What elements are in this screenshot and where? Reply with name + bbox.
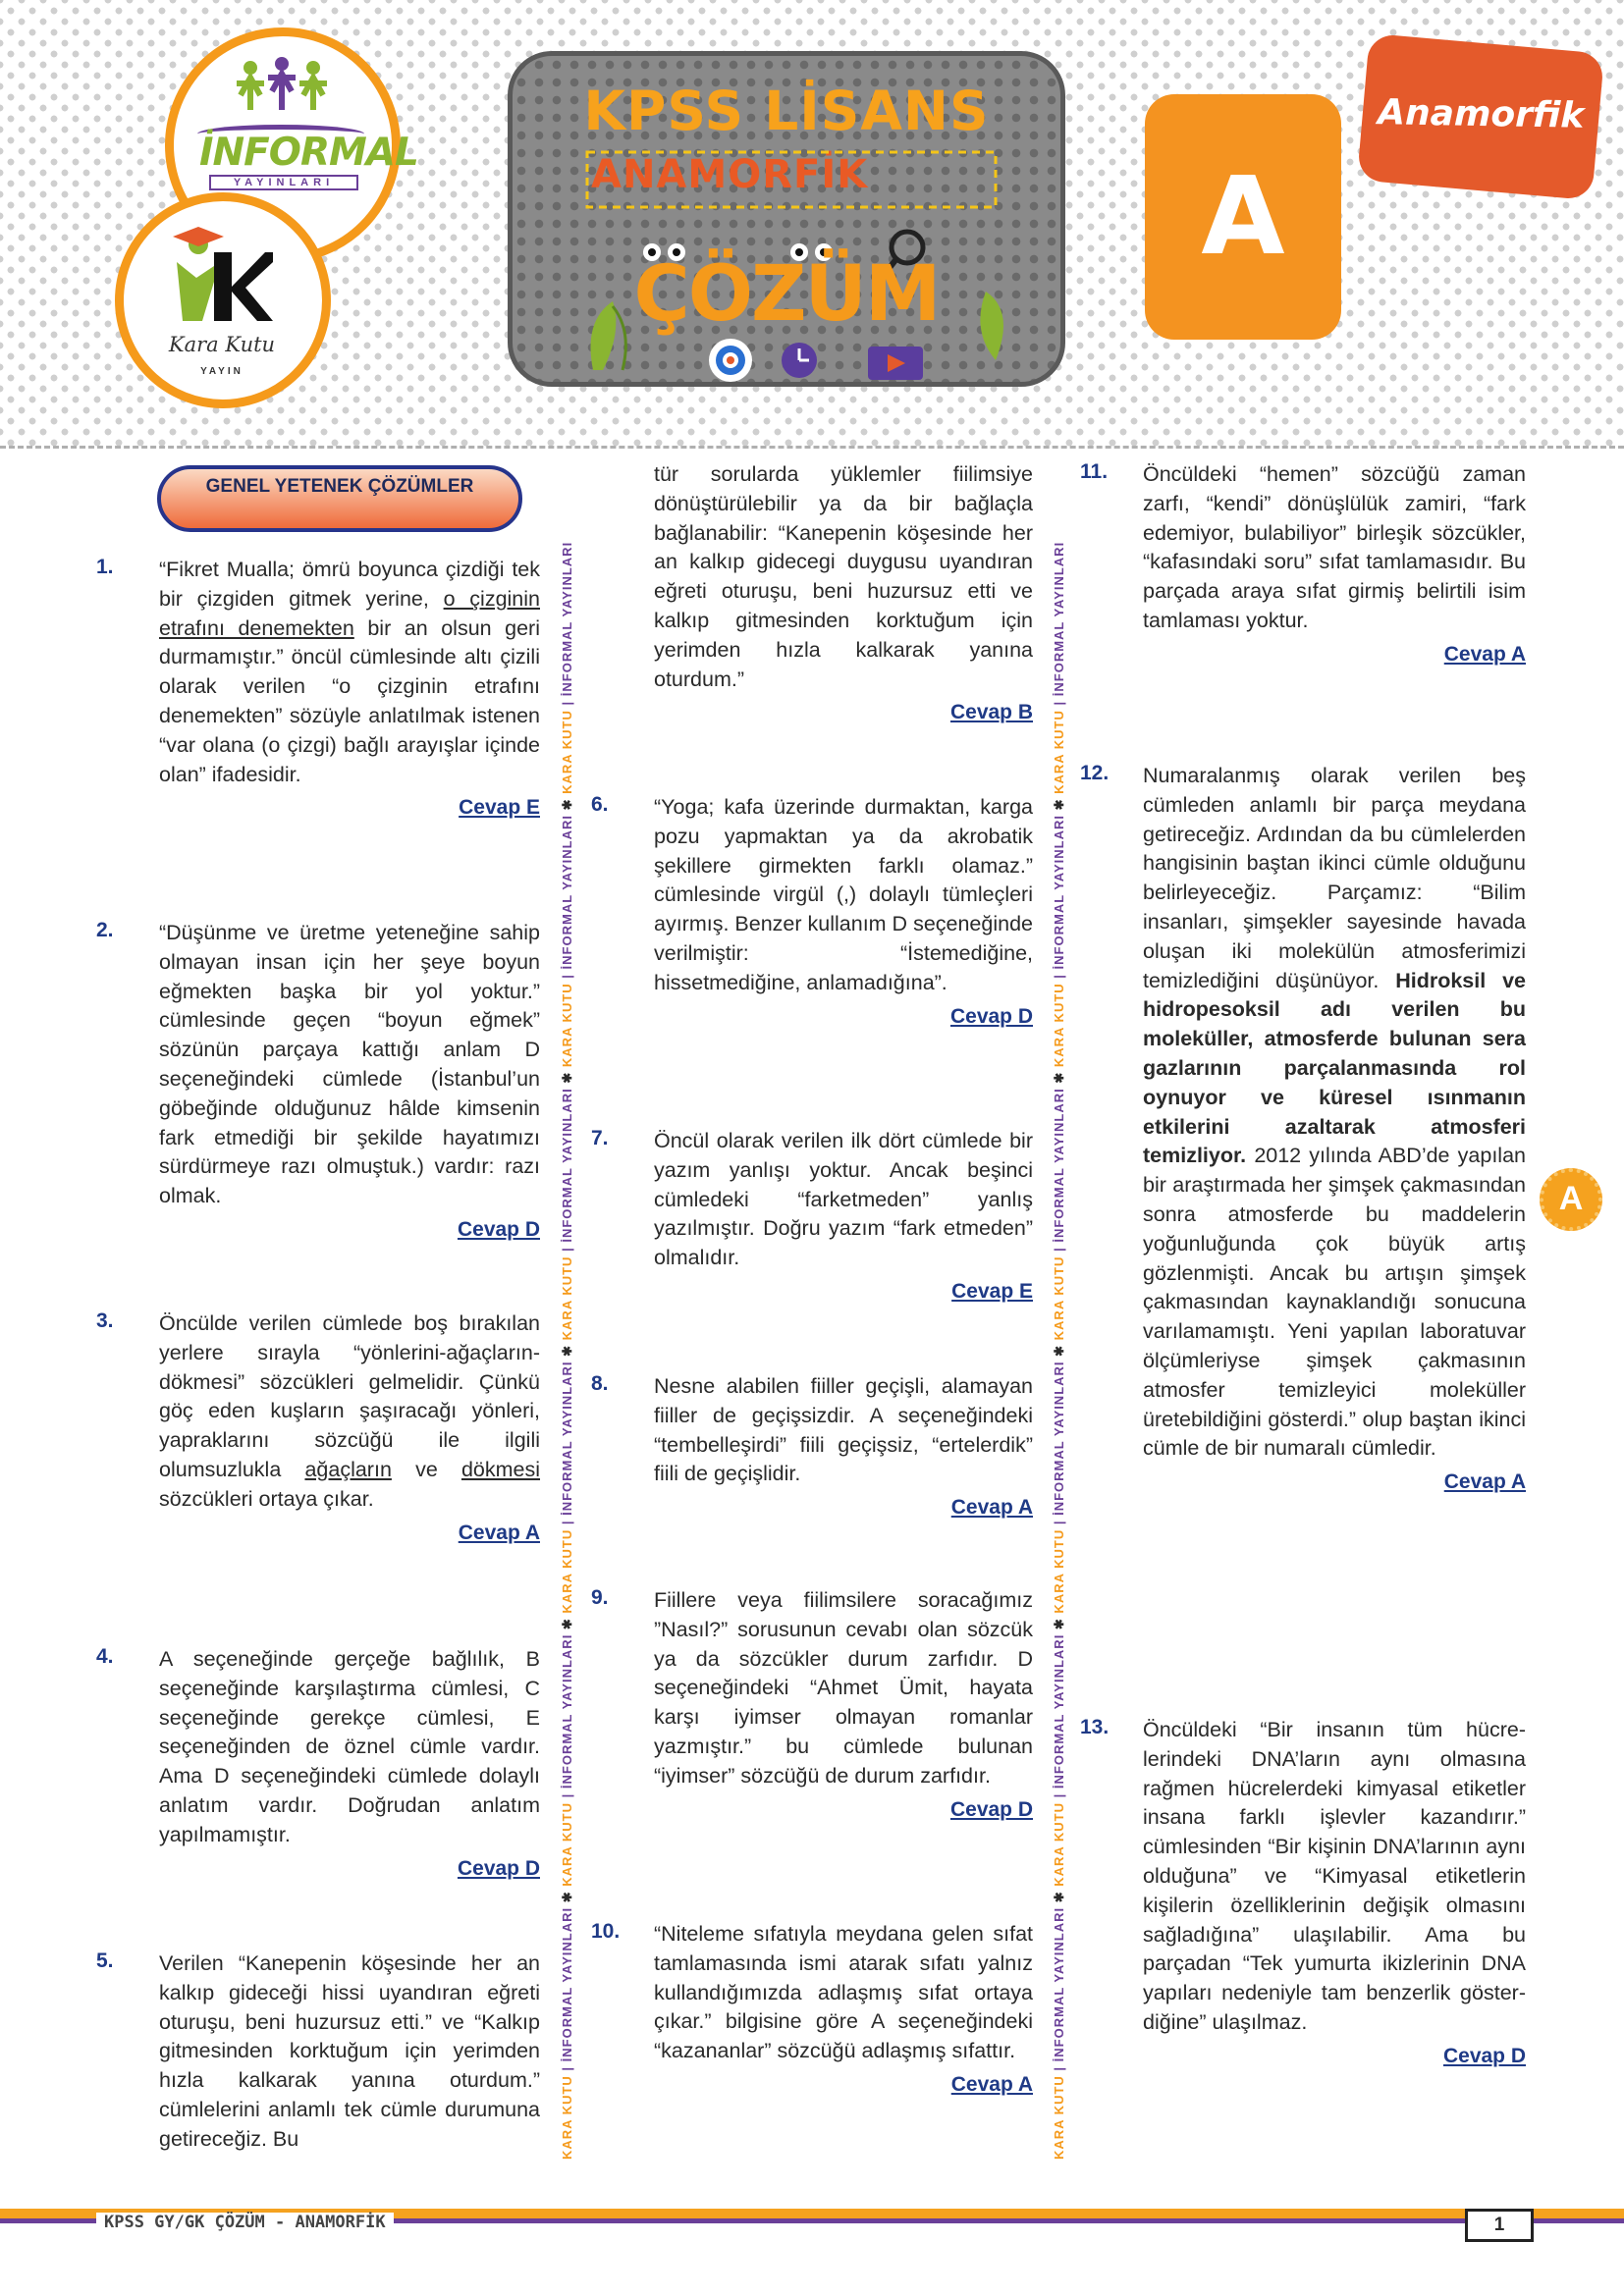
title-line2: ANAMORFİK: [591, 152, 869, 197]
question-text: Fiillere veya fiilimsilere soracağımız ”Nasıl?” sorusunun cevabı olan sözcük ya da sözcükler durum zarfıdır. D seçeneğindeki “Ahmet Ümit, hayata karşı iyimser olmayan romanlar yazmıştır.” bu cümlede bulunan “iyimser” sözcüğü de durum zarfıdır. Cevap D: [654, 1586, 1033, 1825]
answer-label: Cevap E: [951, 1279, 1033, 1303]
question-7: [591, 1127, 1033, 1307]
question-text: Numaralanmış olarak verilen beş cümleden anlamlı bir parça meydana getireceğiz. Ardından da bu cümlelerden hangisinin baştan ikinci cümle olduğunu belirleyeceğiz. Parçamız: “Bilim insanları, şimşekler sayesinde havada oluşan iki molekülün atmosferimizi temizlediğini düşünüyor. Hidroksil ve hidropesoksil adı verilen bu moleküller, atmosferde bulunan sera gazlarının parçalanmasında rol oynuyor ve küresel ısınmanın etkilerini azaltarak atmosferi temizliyor. 2012 yılında ABD’de yapılan bir araştırmada her şimşek çakmasından sonra atmosferde bu maddelerin yoğunluğunda çok büyük artış gözlenmişti. Ancak bu artışın şimşek çakmasından kaynaklandığı sonucuna varılamamıştı. Yeni yapılan laboratuvar ölçümleriyse şimşek çakmasının atmosfer temizleyici moleküller üretebildiğini gösterdi.” olup baştan ikinci cümle de bir numaralı cümledir. Cevap A: [1143, 762, 1526, 1497]
question-text: “Niteleme sıfatıyla meydana gelen sıfat tamlamasında ismi atarak sıfatı yalnız kullandığımızda adlaşmış sıfat ortaya çıkar.” bilgisine göre A seçeneğindeki “kazananlar” sözcüğü adlaşmış sıfattır. Cevap A: [654, 1920, 1033, 2100]
karakutu-logo: [115, 192, 331, 408]
answer-label: Cevap A: [950, 1496, 1033, 1520]
answer-label: Cevap E: [459, 796, 540, 820]
people-icon: [233, 56, 331, 125]
informal-logo-text: İNFORMAL: [199, 131, 418, 175]
question-number: 4.: [96, 1645, 114, 1668]
question-number: 10.: [591, 1920, 621, 1943]
answer-label: Cevap A: [458, 1521, 540, 1544]
informal-logo-subtext: YAYINLARI: [209, 175, 358, 190]
booklet-side-badge: A: [1540, 1168, 1602, 1231]
question-text: “Fikret Mualla; ömrü boyunca çizdiği tek bir çizgiden gitmek yerine, o çizginin etrafını denemekten bir an olsun geri durmamıştır.” öncül cümlesinde altı çizili olarak verilen “o çizginin etrafını denemekten” sözüyle anlatılmak istenen “var olana (o çizgi) bağlı arayışlar içinde olan” ifadesidir. Cevap E: [159, 556, 540, 823]
question-number: 1.: [96, 556, 114, 578]
section-title-pill: GENEL YETENEK ÇÖZÜMLER: [157, 465, 522, 532]
question-10: [591, 1920, 1033, 2100]
question-5-continued: [591, 460, 1033, 727]
answer-label: Cevap A: [1443, 642, 1526, 666]
anamorfik-badge-label: Anamorfik: [1377, 92, 1585, 136]
title-line3: ÇÖZÜM: [633, 250, 940, 339]
question-number: 13.: [1080, 1716, 1110, 1738]
question-text: “Yoga; kafa üzerinde durmaktan, karga pozu yapmaktan ya da akrobatik şekillere girmekten farklı olamaz.” cümlesinde virgül (,) dolaylı tümleçleri ayırmış. Benzer kullanım D seçeneğinde verilmiştir: “İstemediğine, hissetmediğine, anlamadığına”. Cevap D: [654, 793, 1033, 1032]
question-13: [1080, 1716, 1526, 2071]
answer-label: Cevap A: [1443, 1470, 1526, 1494]
question-2: [96, 919, 540, 1245]
question-text: Öncüldeki “hemen” sözcüğü zaman zarfı, “kendi” dönüşlülük zamiri, “fark edemiyor, bulabiliyor” birleşik sözcükler, “kafasındaki soru” sıfat tamlamasıdır. Bu parçada araya sıfat girmiş belirtili isim tamlaması yoktur. Cevap A: [1143, 460, 1526, 669]
answer-label: Cevap D: [457, 1217, 540, 1241]
page-number: 1: [1465, 2209, 1534, 2242]
question-number: 5.: [96, 1949, 114, 1972]
question-text: Verilen “Kanepenin köşesinde her an kalkıp gideceği hissi uyandıran eğreti oturuşu, beni huzursuz etti.” ve “Kalkıp gitmesinden korktuğum için yerimden hızla kalkarak yanına oturdum.” cümlelerini anlamlı tek cümle durumuna getireceğiz. Bu: [159, 1951, 540, 2151]
anamorfik-badge: [1357, 33, 1604, 200]
header-banner: [0, 0, 1624, 447]
answer-label: Cevap D: [1442, 2044, 1526, 2067]
question-text: A seçeneğinde gerçeğe bağlılık, B seçeneğinde karşılaştırma cümlesi, C seçeneğinde gerekçe cümlesi, E seçeneğinden de öznel cümle vardır. Ama D seçeneğindeki cümlede dolaylı anlatım vardır. Doğrudan anlatım yapılmamıştır. Cevap D: [159, 1645, 540, 1884]
title-line1: KPSS LİSANS: [583, 80, 990, 142]
question-number: 11.: [1080, 460, 1109, 483]
question-number: 12.: [1080, 762, 1110, 784]
question-text: tür sorularda yüklemler fiilimsiye dönüştürülebilir ya da bir bağlaçla bağlanabilir: “Kanepenin köşesinde her an kalkıp gidecegi duygusu uyandıran eğreti oturuşu, beni huzursuz etti ve kalkıp gitmesinden korktuğum için yerimden hızla kalkarak yanına oturdum.” Cevap B: [654, 460, 1033, 727]
karakutu-k-icon: [163, 223, 281, 331]
question-number: 8.: [591, 1372, 609, 1395]
question-number: 9.: [591, 1586, 609, 1609]
question-1: [96, 556, 540, 823]
question-12: [1080, 762, 1526, 1497]
question-text: Öncüldeki “Bir insanın tüm hücrelerindeki DNA’ların aynı olmasına rağmen hücrelerdeki kimyasal etiketler insana farklı işlevler kazandırır.” cümlesinden “Bir kişinin DNA’larının aynı olduğuna” ve “Kimyasal etiketlerin kişilerin özelliklerinin değişik olmasını sağladığına” ulaşılabilir. Ama bu parçadan “Tek yumurta ikizlerinin DNA yapıları nedeniyle tam benzerlik gösterdiğine” ulaşılmaz. Cevap D: [1143, 1716, 1526, 2071]
answer-label: Cevap D: [949, 1004, 1033, 1028]
question-11: [1080, 460, 1526, 669]
question-8: [591, 1372, 1033, 1522]
karakutu-logo-subtext: YAYIN: [200, 366, 244, 377]
question-text: Öncül olarak verilen ilk dört cümlede bir yazım yanlışı yoktur. Ancak beşinci cümledeki “farketmeden” yanlış yazılmıştır. Doğru yazım “fark etmeden” olmalıdır. Cevap E: [654, 1127, 1033, 1307]
answer-label: Cevap B: [949, 701, 1033, 724]
footer-label: KPSS GY/GK ÇÖZÜM - ANAMORFİK: [96, 2213, 394, 2232]
question-4: [96, 1645, 540, 1884]
header-divider: [0, 446, 1624, 449]
karakutu-logo-text: Kara Kutu: [168, 333, 276, 356]
question-3: [96, 1309, 540, 1548]
title-box: [508, 51, 1065, 387]
question-number: 3.: [96, 1309, 114, 1332]
booklet-letter: A: [1201, 153, 1285, 279]
column-separator: [555, 471, 580, 2160]
answer-label: Cevap D: [457, 1856, 540, 1880]
answer-label: Cevap D: [949, 1797, 1033, 1821]
booklet-badge: [1145, 94, 1341, 340]
question-9: [591, 1586, 1033, 1825]
separator-text: KARA KUTU | İNFORMAL YAYINLARI ✱ KARA KUTU | İNFORMAL YAYINLARI ✱ KARA KUTU | İNFORMAL YAYINLARI ✱ KARA KUTU | İNFORMAL YAYINLARI ✱ KARA KUTU | İNFORMAL YAYINLARI ✱ KARA KUTU | İNFORMAL YAYINLARI: [1052, 541, 1066, 2160]
question-number: 6.: [591, 793, 609, 816]
question-6: [591, 793, 1033, 1032]
question-text: Nesne alabilen fiiller geçişli, alamayan fiiller de geçişsizdir. A seçeneğindeki “tembelleşirdi” fiili geçişsiz, “ertelerdik” fiili de geçişlidir. Cevap A: [654, 1372, 1033, 1522]
question-text: “Düşünme ve üretme yeteneğine sahip olmayan insan için her şeye boyun eğmekten başka bir yol yoktur.” cümlesinde geçen “boyun eğmek” sözünün parçaya kattığı anlam D seçeneğindeki cümlede (İstanbul’un göbeğinde olduğunuz hâlde kimsenin fark etmediği bir şekilde hayatımızı sürdürmeye razı olmuştuk.) vardır: razı olmak. Cevap D: [159, 919, 540, 1245]
separator-text: KARA KUTU | İNFORMAL YAYINLARI ✱ KARA KUTU | İNFORMAL YAYINLARI ✱ KARA KUTU | İNFORMAL YAYINLARI ✱ KARA KUTU | İNFORMAL YAYINLARI ✱ KARA KUTU | İNFORMAL YAYINLARI ✱ KARA KUTU | İNFORMAL YAYINLARI: [560, 541, 574, 2160]
title-frame-icon: [585, 150, 998, 209]
question-5: [96, 1949, 540, 2155]
question-number: 2.: [96, 919, 114, 941]
question-text: Öncülde verilen cümlede boş bırakılan yerlere sırayla “yönlerini-ağaçların-dökmesi” sözcükleri gelmelidir. Çünkü göç eden kuşların şaşıracağı yönleri, yapraklarını sözcüğü ile ilgili olumsuzlukla ağaçların ve dökmesi sözcükleri ortaya çıkar. Cevap A: [159, 1309, 540, 1548]
column-separator: [1047, 471, 1072, 2160]
question-number: 7.: [591, 1127, 609, 1149]
answer-label: Cevap A: [950, 2072, 1033, 2096]
